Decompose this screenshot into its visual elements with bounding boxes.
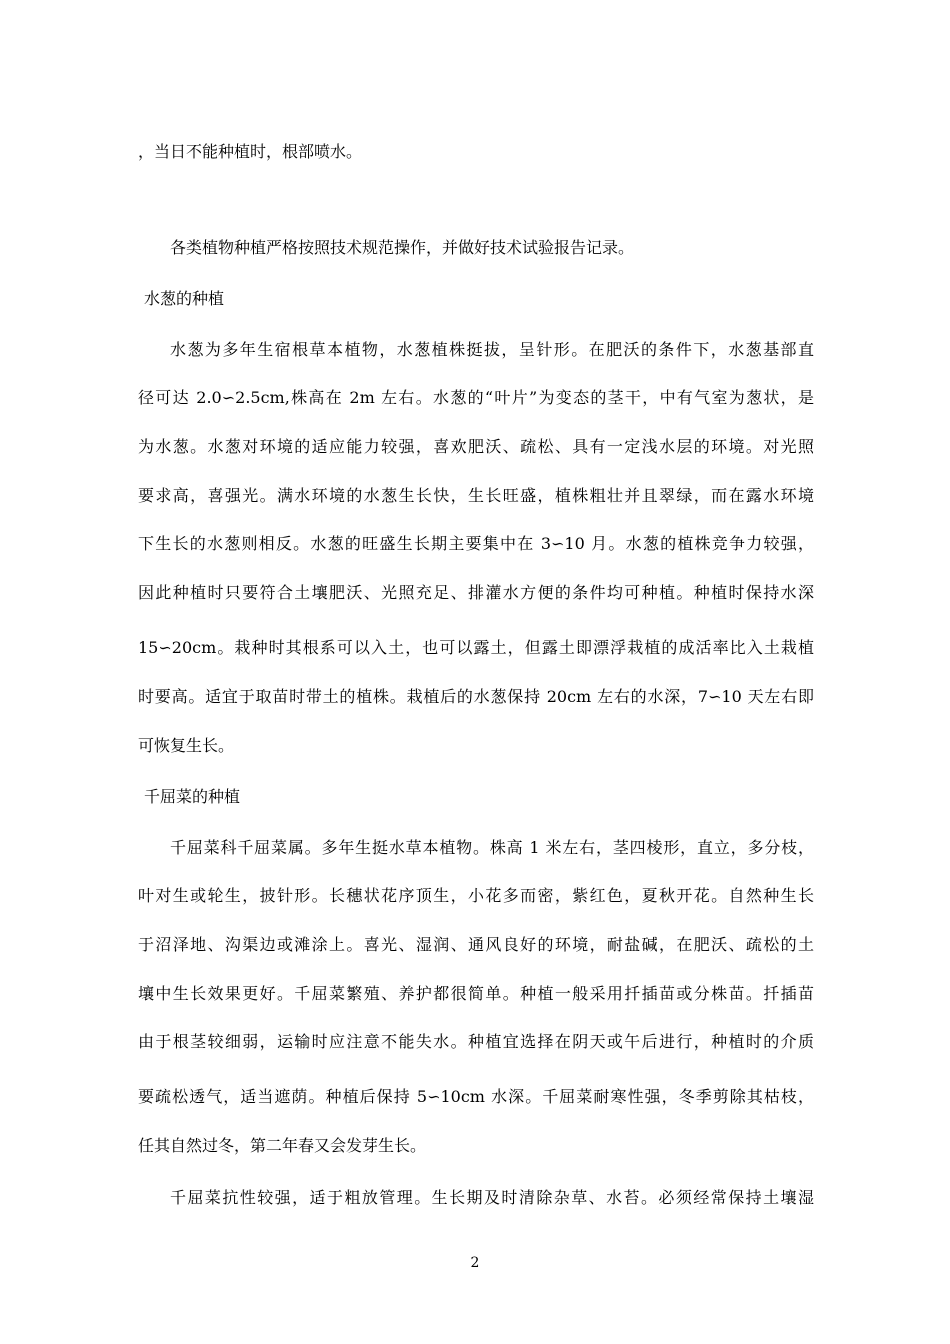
paragraph-line: 水葱为多年生宿根草本植物，水葱植株挺拔，呈针形。在肥沃的条件下，水葱基部直 [170, 340, 814, 359]
paragraph-line: 15∽20cm。栽种时其根系可以入土，也可以露土，但露土即漂浮栽植的成活率比入土栽植 [138, 638, 814, 657]
text-line: ，当日不能种植时，根部喷水。 [138, 142, 363, 161]
paragraph-line: 要求高，喜强光。满水环境的水葱生长快，生长旺盛，植株粗壮并且翠绿，而在露水环境 [138, 486, 814, 505]
paragraph-line: 于沼泽地、沟渠边或滩涂上。喜光、湿润、通风良好的环境，耐盐碱，在肥沃、疏松的土 [138, 935, 814, 954]
paragraph-line: 千屈菜科千屈菜属。多年生挺水草本植物。株高 1 米左右，茎四棱形，直立，多分枝， [170, 838, 814, 857]
text-line: 各类植物种植严格按照技术规范操作，并做好技术试验报告记录。 [170, 238, 635, 257]
section-heading: 水葱的种植 [144, 289, 225, 308]
paragraph-line: 任其自然过冬，第二年春又会发芽生长。 [138, 1136, 427, 1155]
paragraph-line: 由于根茎较细弱，运输时应注意不能失水。种植宜选择在阴天或午后进行，种植时的介质 [138, 1032, 814, 1051]
paragraph-line: 径可达 2.0∽2.5cm,株高在 2m 左右。水葱的“叶片”为变态的茎干，中有气室为葱状，是 [138, 388, 814, 407]
paragraph-line: 壤中生长效果更好。千屈菜繁殖、养护都很简单。种植一般采用扦插苗或分株苗。扦插苗 [138, 984, 814, 1003]
paragraph-line: 要疏松透气，适当遮荫。种植后保持 5∽10cm 水深。千屈菜耐寒性强，冬季剪除其枯枝， [138, 1087, 814, 1106]
section-heading: 千屈菜的种植 [144, 787, 241, 806]
paragraph-line: 为水葱。水葱对环境的适应能力较强，喜欢肥沃、疏松、具有一定浅水层的环境。对光照 [138, 437, 814, 456]
paragraph-line: 叶对生或轮生，披针形。长穗状花序顶生，小花多而密，紫红色，夏秋开花。自然种生长 [138, 886, 814, 905]
paragraph-line: 时要高。适宜于取苗时带土的植株。栽植后的水葱保持 20cm 左右的水深，7∽10 天左右即 [138, 687, 814, 706]
paragraph-line: 因此种植时只要符合土壤肥沃、光照充足、排灌水方便的条件均可种植。种植时保持水深 [138, 583, 814, 602]
paragraph-line: 下生长的水葱则相反。水葱的旺盛生长期主要集中在 3∽10 月。水葱的植株竞争力较强， [138, 534, 814, 553]
page-number: 2 [470, 1255, 480, 1271]
paragraph-line: 千屈菜抗性较强，适于粗放管理。生长期及时清除杂草、水苔。必须经常保持土壤湿 [170, 1188, 814, 1207]
paragraph-line: 可恢复生长。 [138, 736, 235, 755]
